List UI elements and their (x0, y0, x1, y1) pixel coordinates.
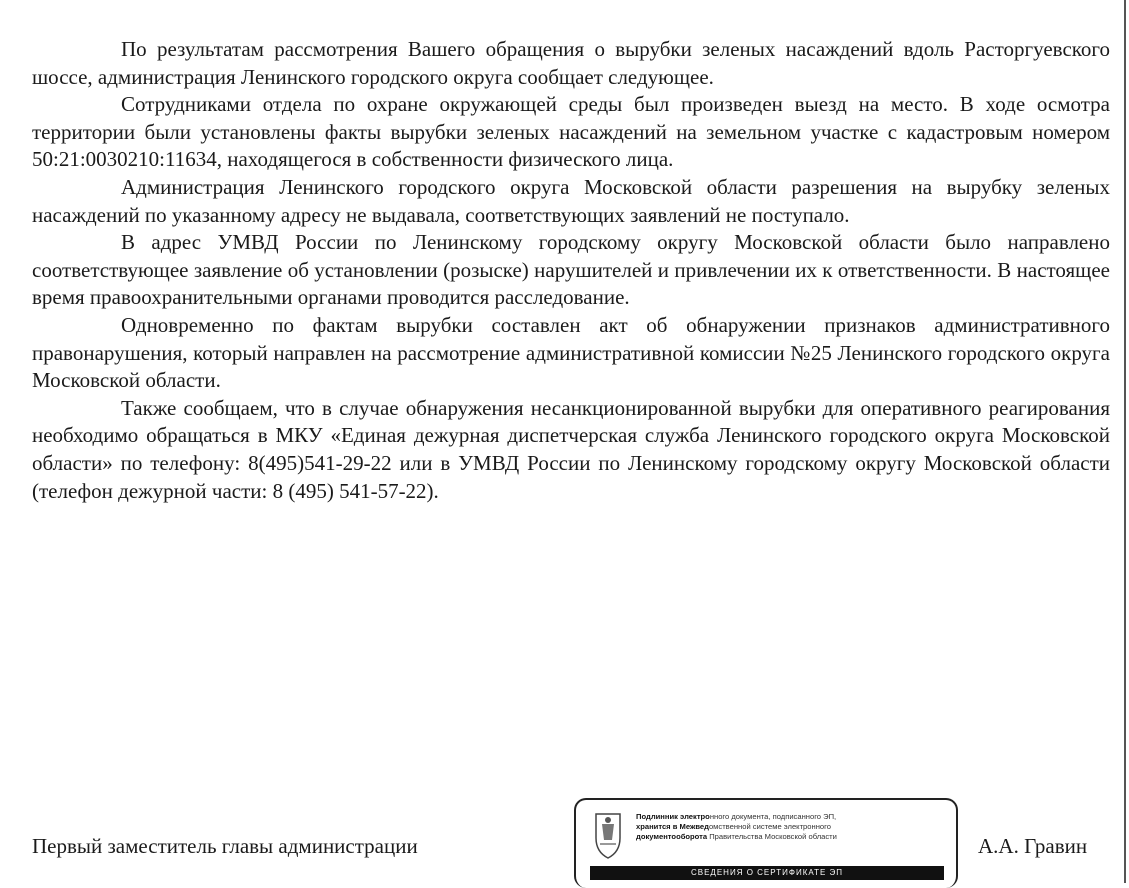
paragraph-4: В адрес УМВД России по Ленинскому городскому округу Московской области было направлено соответствующее заявление об установлении (розыске) нарушителей и привлечении их к ответственности. В настоящее время правоохранительными органами проводится расследование. (32, 230, 1110, 310)
electronic-signature-stamp (574, 798, 958, 888)
paragraph-3: Администрация Ленинского городского округа Московской области разрешения на вырубку зеленых насаждений по указанному адресу не выдавала, соответствующих заявлений не поступало. (32, 174, 1110, 227)
paragraph-5: Одновременно по фактам вырубки составлен акт об обнаружении признаков административного правонарушения, который направлен на рассмотрение административной комиссии №25 Ленинского городского округа Московской области. (32, 312, 1110, 393)
page-border-line (1124, 0, 1126, 883)
coat-of-arms-icon (590, 810, 626, 860)
paragraph-6: Также сообщаем, что в случае обнаружения несанкционированной вырубки для оперативного реагирования необходимо обращаться в МКУ «Единая дежурная диспетчерская служба Ленинского городского округа Московской области» по телефону: 8(495)541-29-22 или в УМВД России по Ленинскому городскому округу Московской области (телефон дежурной части: 8 (495) 541-57-22). (32, 395, 1110, 503)
signature-block (32, 798, 1122, 883)
certificate-info-bar: СВЕДЕНИЯ О СЕРТИФИКАТЕ ЭП (590, 866, 944, 880)
stamp-text: Подлинник электронного документа, подписанного ЭП, хранится в Межведомственной системе электронного документооборота Правительства Московской области (636, 812, 837, 841)
paragraph-2: Сотрудниками отдела по охране окружающей среды был произведен выезд на место. В ходе осмотра территории были установлены факты вырубки зеленых насаждений на земельном участке с кадастровым номером 50:21:0030210:11634, находящегося в собственности физического лица. (32, 92, 1110, 172)
signer-position: Первый заместитель главы администрации (32, 834, 418, 858)
paragraph-1: По результатам рассмотрения Вашего обращения о вырубки зеленых насаждений вдоль Расторгуевского шоссе, администрация Ленинского городского округа сообщает следующее. (32, 37, 1110, 89)
signer-name: А.А. Гравин (978, 834, 1088, 858)
letter-body (32, 36, 1110, 505)
